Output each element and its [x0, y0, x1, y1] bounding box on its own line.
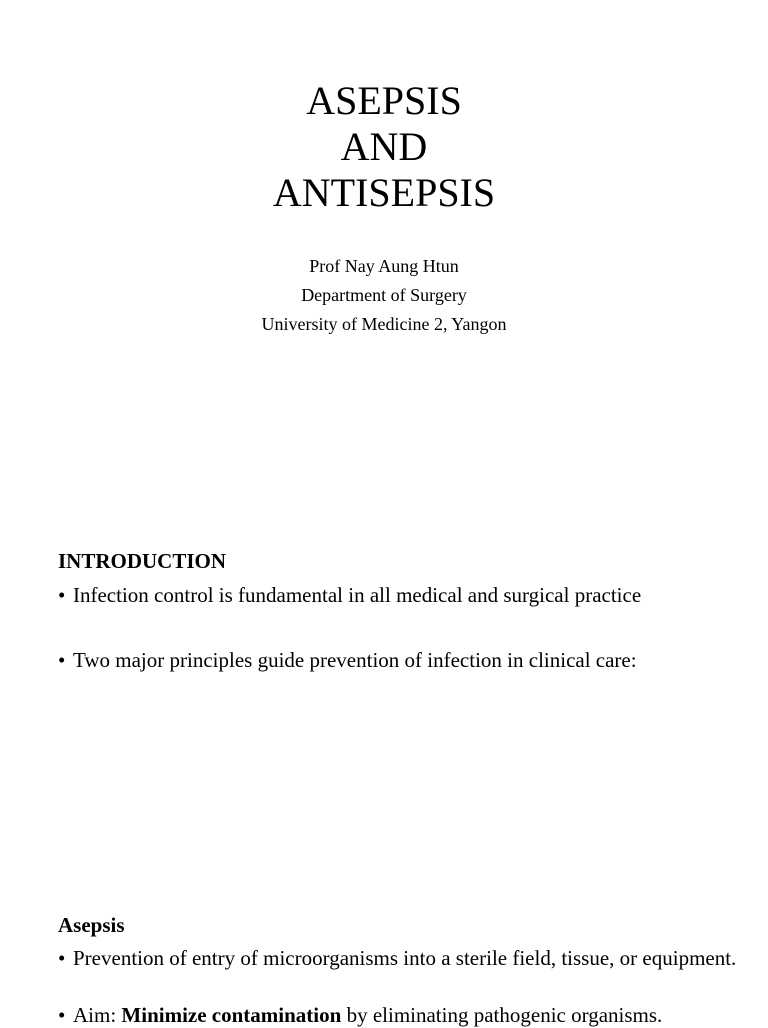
asepsis-bullet-2 [58, 1002, 753, 1028]
author-department: Department of Surgery [301, 285, 467, 305]
asepsis-heading: Asepsis [58, 913, 125, 937]
title-line-1: ASEPSIS [306, 78, 462, 123]
bullet-prefix: Aim: [73, 1003, 122, 1027]
bullet-text: Infection control is fundamental in all medical and surgical practice [73, 583, 642, 607]
bullet-marker: • [58, 583, 66, 607]
author-institution: University of Medicine 2, Yangon [261, 314, 507, 334]
bullet-text: Prevention of entry of microorganisms into a sterile field, tissue, or equipment. [73, 946, 737, 970]
document-title [0, 78, 768, 216]
introduction-bullet-1 [58, 582, 753, 608]
bullet-text: Two major principles guide prevention of infection in clinical care: [73, 648, 637, 672]
bullet-marker: • [58, 1003, 66, 1027]
asepsis-bullet-1 [58, 945, 753, 971]
title-line-2: AND [340, 124, 428, 169]
bullet-marker: • [58, 946, 66, 970]
bullet-emphasis: Minimize contamination [121, 1003, 342, 1027]
title-line-3: ANTISEPSIS [272, 170, 496, 215]
author-name: Prof Nay Aung Htun [309, 256, 459, 276]
bullet-marker: • [58, 648, 66, 672]
introduction-bullet-2 [58, 647, 753, 673]
introduction-heading: INTRODUCTION [58, 549, 227, 573]
bullet-suffix: by eliminating pathogenic organisms. [341, 1003, 663, 1027]
author-info [0, 252, 768, 339]
